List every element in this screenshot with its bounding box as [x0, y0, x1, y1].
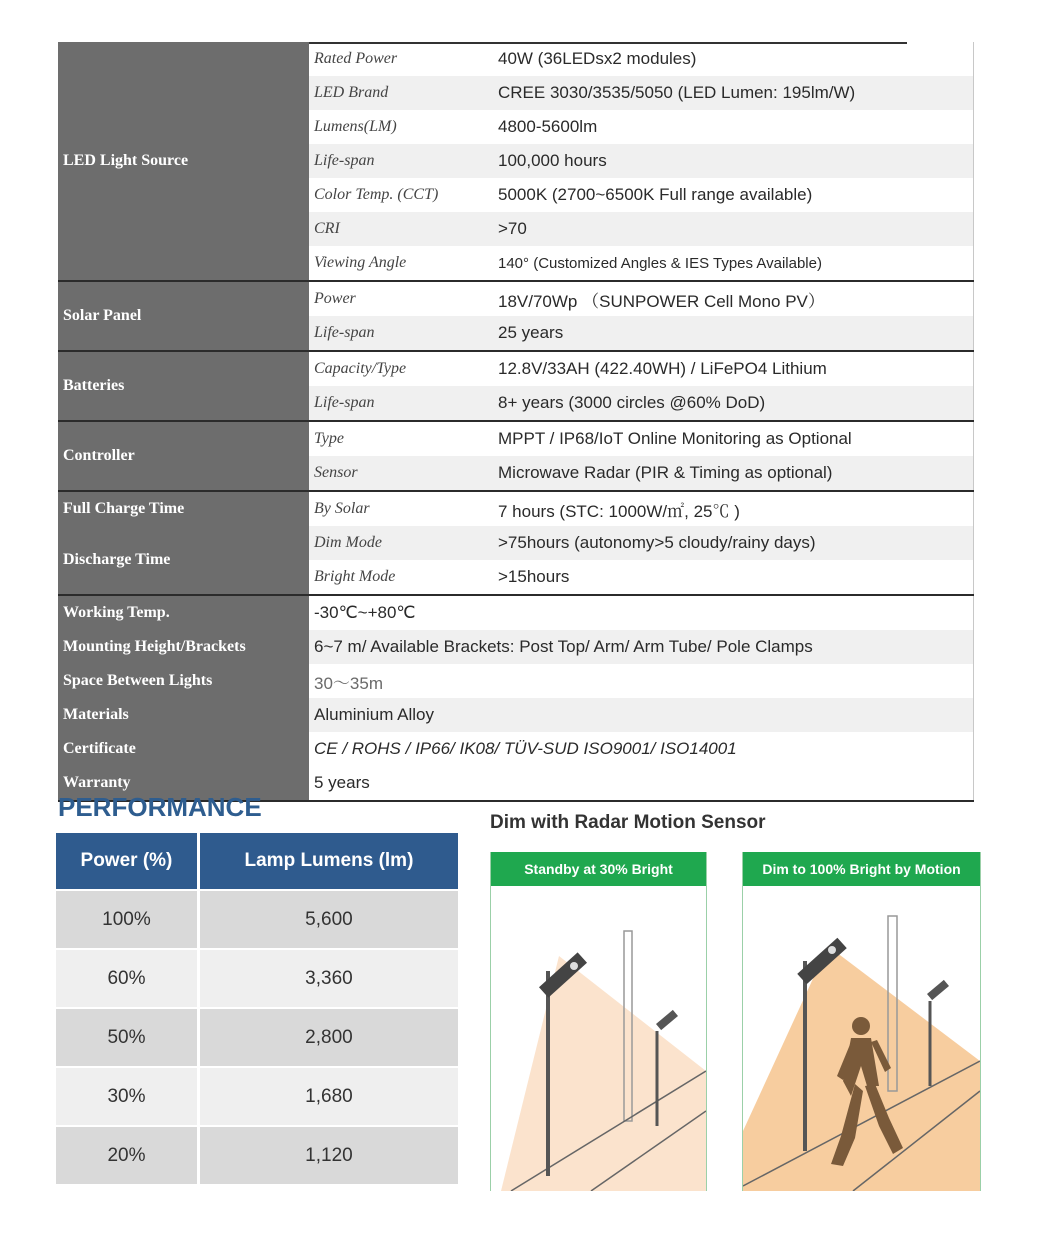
spec-key: Type: [314, 430, 344, 447]
group-label: Batteries: [58, 352, 309, 420]
spec-key: Dim Mode: [314, 534, 382, 551]
spec-value: Microwave Radar (PIR & Timing as optional): [498, 463, 833, 482]
spec-row: [309, 456, 973, 490]
spec-row: [309, 492, 973, 526]
table-row: [56, 1007, 458, 1066]
spec-key: Rated Power: [314, 50, 398, 67]
spec-value: 12.8V/33AH (422.40WH) / LiFePO4 Lithium: [498, 359, 827, 378]
far-lamp-head: [927, 980, 949, 1000]
spec-label: Certificate: [58, 732, 309, 766]
spec-value: 6~7 m/ Available Brackets: Post Top/ Arm/ Arm Tube/ Pole Clamps: [314, 637, 813, 656]
spec-row-mounting: [58, 630, 974, 664]
spec-value: -30℃~+80℃: [314, 603, 416, 622]
group-controller: [58, 420, 974, 490]
lumens-cell: 1,120: [197, 1125, 458, 1184]
spec-table: [58, 42, 974, 802]
spec-key: Power: [314, 290, 356, 307]
spec-key: Sensor: [314, 464, 358, 481]
far-lamp-head: [656, 1010, 678, 1030]
spec-row-space: [58, 664, 974, 698]
spec-value: 25 years: [498, 323, 564, 342]
spec-row: [309, 76, 973, 110]
dim-title: Dim with Radar Motion Sensor: [490, 812, 766, 833]
spec-row: [309, 178, 973, 212]
spec-label: Materials: [58, 698, 309, 732]
table-row: [56, 948, 458, 1007]
spec-value: >75hours (autonomy>5 cloudy/rainy days): [498, 533, 816, 552]
spec-row-materials: [58, 698, 974, 732]
spec-row-certificate: [58, 732, 974, 766]
spec-row-working-temp: [58, 596, 974, 630]
group-label: LED Light Source: [58, 42, 309, 280]
table-row: [56, 1125, 458, 1184]
power-cell: 60%: [56, 948, 197, 1007]
lumens-cell: 1,680: [197, 1066, 458, 1125]
power-cell: 50%: [56, 1007, 197, 1066]
spec-row: [309, 560, 973, 594]
spec-label: Working Temp.: [58, 596, 309, 630]
lumens-cell: 3,360: [197, 948, 458, 1007]
spec-value: 8+ years (3000 circles @60% DoD): [498, 393, 766, 412]
spec-value: MPPT / IP68/IoT Online Monitoring as Optional: [498, 429, 852, 448]
spec-label: Warranty: [58, 766, 309, 800]
spec-row: [309, 316, 973, 350]
spec-key: Bright Mode: [314, 568, 396, 585]
spec-value: 18V/70Wp （SUNPOWER Cell Mono PV）: [498, 291, 825, 311]
spec-key: By Solar: [314, 500, 370, 517]
table-row: [56, 1066, 458, 1125]
spec-row: [309, 526, 973, 560]
motion-illustration: [743, 886, 980, 1191]
spec-row: [309, 282, 973, 316]
spec-row: [309, 246, 973, 280]
spec-key: Lumens(LM): [314, 118, 397, 135]
spec-row: [309, 144, 973, 178]
spec-row: [309, 212, 973, 246]
spec-row: [309, 422, 973, 456]
spec-value: 7 hours (STC: 1000W/㎡, 25℃ ): [498, 501, 740, 521]
spec-value: 4800-5600lm: [498, 117, 598, 136]
group-label: Solar Panel: [58, 282, 309, 350]
spec-value: 40W (36LEDsx2 modules): [498, 49, 697, 68]
group-led-light-source: [58, 42, 974, 280]
standby-illustration: [491, 886, 706, 1191]
radar-sensor-icon: [570, 962, 578, 970]
spec-value: Aluminium Alloy: [314, 705, 434, 724]
spec-value: >70: [498, 219, 527, 238]
spec-key: Color Temp. (CCT): [314, 186, 439, 203]
spec-value: 5 years: [314, 773, 370, 792]
light-cone: [501, 956, 706, 1191]
spec-value: 5000K (2700~6500K Full range available): [498, 185, 813, 204]
spec-key: Capacity/Type: [314, 360, 407, 377]
group-charge-time: [58, 490, 974, 594]
standby-panel: [490, 852, 707, 1191]
column-header: Lamp Lumens (lm): [197, 833, 458, 889]
spec-value: 30～35m: [314, 673, 383, 693]
radar-sensor-icon: [828, 946, 836, 954]
power-cell: 100%: [56, 889, 197, 948]
spec-row: [309, 352, 973, 386]
spec-key: Life-span: [314, 394, 375, 411]
spec-key: Life-span: [314, 324, 375, 341]
spec-label: Mounting Height/Brackets: [58, 630, 309, 664]
lumens-cell: 5,600: [197, 889, 458, 948]
spec-value: >15hours: [498, 567, 570, 586]
spec-key: LED Brand: [314, 84, 389, 101]
group-label: Controller: [58, 422, 309, 490]
spec-value: 100,000 hours: [498, 151, 607, 170]
full-charge-label: Full Charge Time: [58, 492, 309, 526]
column-header: Power (%): [56, 833, 197, 889]
group-solar-panel: [58, 280, 974, 350]
power-cell: 30%: [56, 1066, 197, 1125]
spec-row: [309, 110, 973, 144]
spec-row: [309, 42, 973, 76]
standby-panel-header: Standby at 30% Bright: [491, 852, 706, 886]
spec-key: Viewing Angle: [314, 254, 407, 271]
table-header-row: [56, 833, 458, 889]
discharge-label: Discharge Time: [58, 526, 309, 594]
performance-title: PERFORMANCE: [58, 792, 262, 822]
table-row: [56, 889, 458, 948]
spec-key: CRI: [314, 220, 340, 237]
motion-panel-header: Dim to 100% Bright by Motion: [743, 852, 980, 886]
spec-key: Life-span: [314, 152, 375, 169]
group-batteries: [58, 350, 974, 420]
performance-table: [56, 833, 458, 1184]
spec-value: CREE 3030/3535/5050 (LED Lumen: 195lm/W): [498, 83, 856, 102]
spec-value: CE / ROHS / IP66/ IK08/ TÜV-SUD ISO9001/ ISO14001: [314, 739, 737, 758]
spec-label: Space Between Lights: [58, 664, 309, 698]
lumens-cell: 2,800: [197, 1007, 458, 1066]
power-cell: 20%: [56, 1125, 197, 1184]
spec-row: [309, 386, 973, 420]
motion-panel: [742, 852, 981, 1191]
spec-value: 140° (Customized Angles & IES Types Available): [498, 254, 822, 272]
